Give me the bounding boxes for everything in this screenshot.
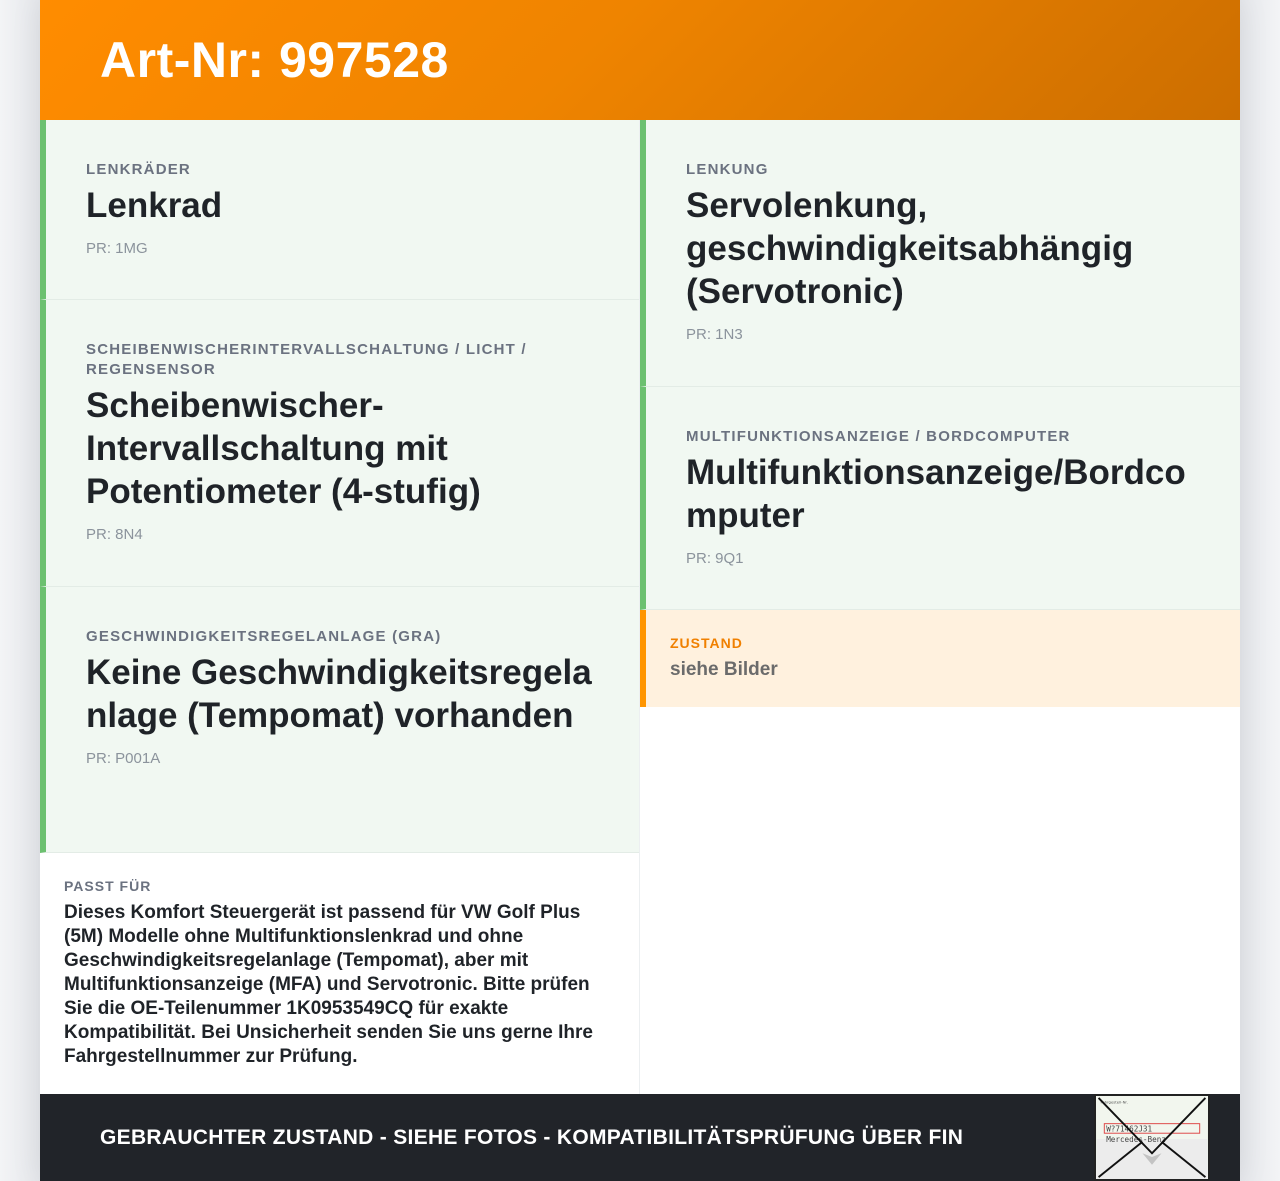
feature-pr-code: PR: 1MG	[86, 240, 148, 257]
right-column	[640, 120, 1240, 1094]
feature-grid	[40, 120, 1240, 1094]
svg-text:Fahrgestell-Nr.: Fahrgestell-Nr.	[1100, 1099, 1128, 1105]
compatibility-label: PASST FÜR	[64, 878, 152, 894]
feature-card-lenkung	[640, 120, 1240, 387]
feature-category: GESCHWINDIGKEITSREGELANLAGE (GRA)	[86, 628, 442, 645]
feature-pr-code: PR: 8N4	[86, 526, 143, 543]
header-banner	[40, 0, 1240, 120]
feature-category: MULTIFUNKTIONSANZEIGE / BORDCOMPUTER	[686, 428, 1071, 445]
svg-text:Mercedes-Benz: Mercedes-Benz	[1106, 1134, 1166, 1144]
feature-pr-code: PR: P001A	[86, 750, 161, 767]
footer-text: GEBRAUCHTER ZUSTAND - SIEHE FOTOS - KOMPATIBILITÄTSPRÜFUNG ÜBER FIN	[100, 1125, 964, 1149]
feature-pr-code: PR: 1N3	[686, 326, 743, 343]
feature-category: SCHEIBENWISCHERINTERVALLSCHALTUNG / LICHT / REGENSENSOR	[86, 341, 527, 378]
feature-title: Multifunktionsanzeige/Bordcomputer	[686, 453, 1186, 535]
envelope-icon	[1096, 1096, 1208, 1179]
svg-text:W?71462J31: W?71462J31	[1106, 1124, 1153, 1134]
feature-category: LENKRÄDER	[86, 161, 191, 178]
article-number-title: Art-Nr: 997528	[100, 32, 449, 88]
feature-title: Lenkrad	[86, 186, 223, 225]
condition-label: ZUSTAND	[670, 635, 743, 651]
feature-card-mfa	[640, 387, 1240, 610]
feature-card-gra	[40, 587, 639, 853]
condition-box	[640, 610, 1240, 707]
compatibility-text: Dieses Komfort Steuergerät ist passend für VW Golf Plus (5M) Modelle ohne Multifunktionslenkrad und ohne Geschwindigkeitsregelanlage (Tempomat), aber mit Multifunktionsanzeige (MFA) und Servotronic. Bitte prüfen Sie die OE-Teilenummer 1K0953549CQ für exakte Kompatibilität. Bei Unsicherheit senden Sie uns gerne Ihre Fahrgestellnummer zur Prüfung.	[64, 902, 593, 1067]
feature-title: Scheibenwischer-Intervallschaltung mit Potentiometer (4-stufig)	[86, 386, 481, 511]
condition-value: siehe Bilder	[670, 659, 778, 680]
feature-pr-code: PR: 9Q1	[686, 550, 744, 567]
feature-title: Servolenkung, geschwindigkeitsabhängig (Servotronic)	[686, 186, 1134, 311]
footer-banner	[40, 1094, 1240, 1181]
fin-envelope-image	[1094, 1094, 1210, 1181]
left-column	[40, 120, 640, 1094]
page-container	[40, 0, 1240, 1181]
feature-card-lenkrad	[40, 120, 639, 300]
compatibility-section	[40, 853, 639, 1089]
feature-category: LENKUNG	[686, 161, 769, 178]
feature-card-scheibenwischer	[40, 300, 639, 587]
feature-title: Keine Geschwindigkeitsregelanlage (Tempomat) vorhanden	[86, 653, 592, 735]
